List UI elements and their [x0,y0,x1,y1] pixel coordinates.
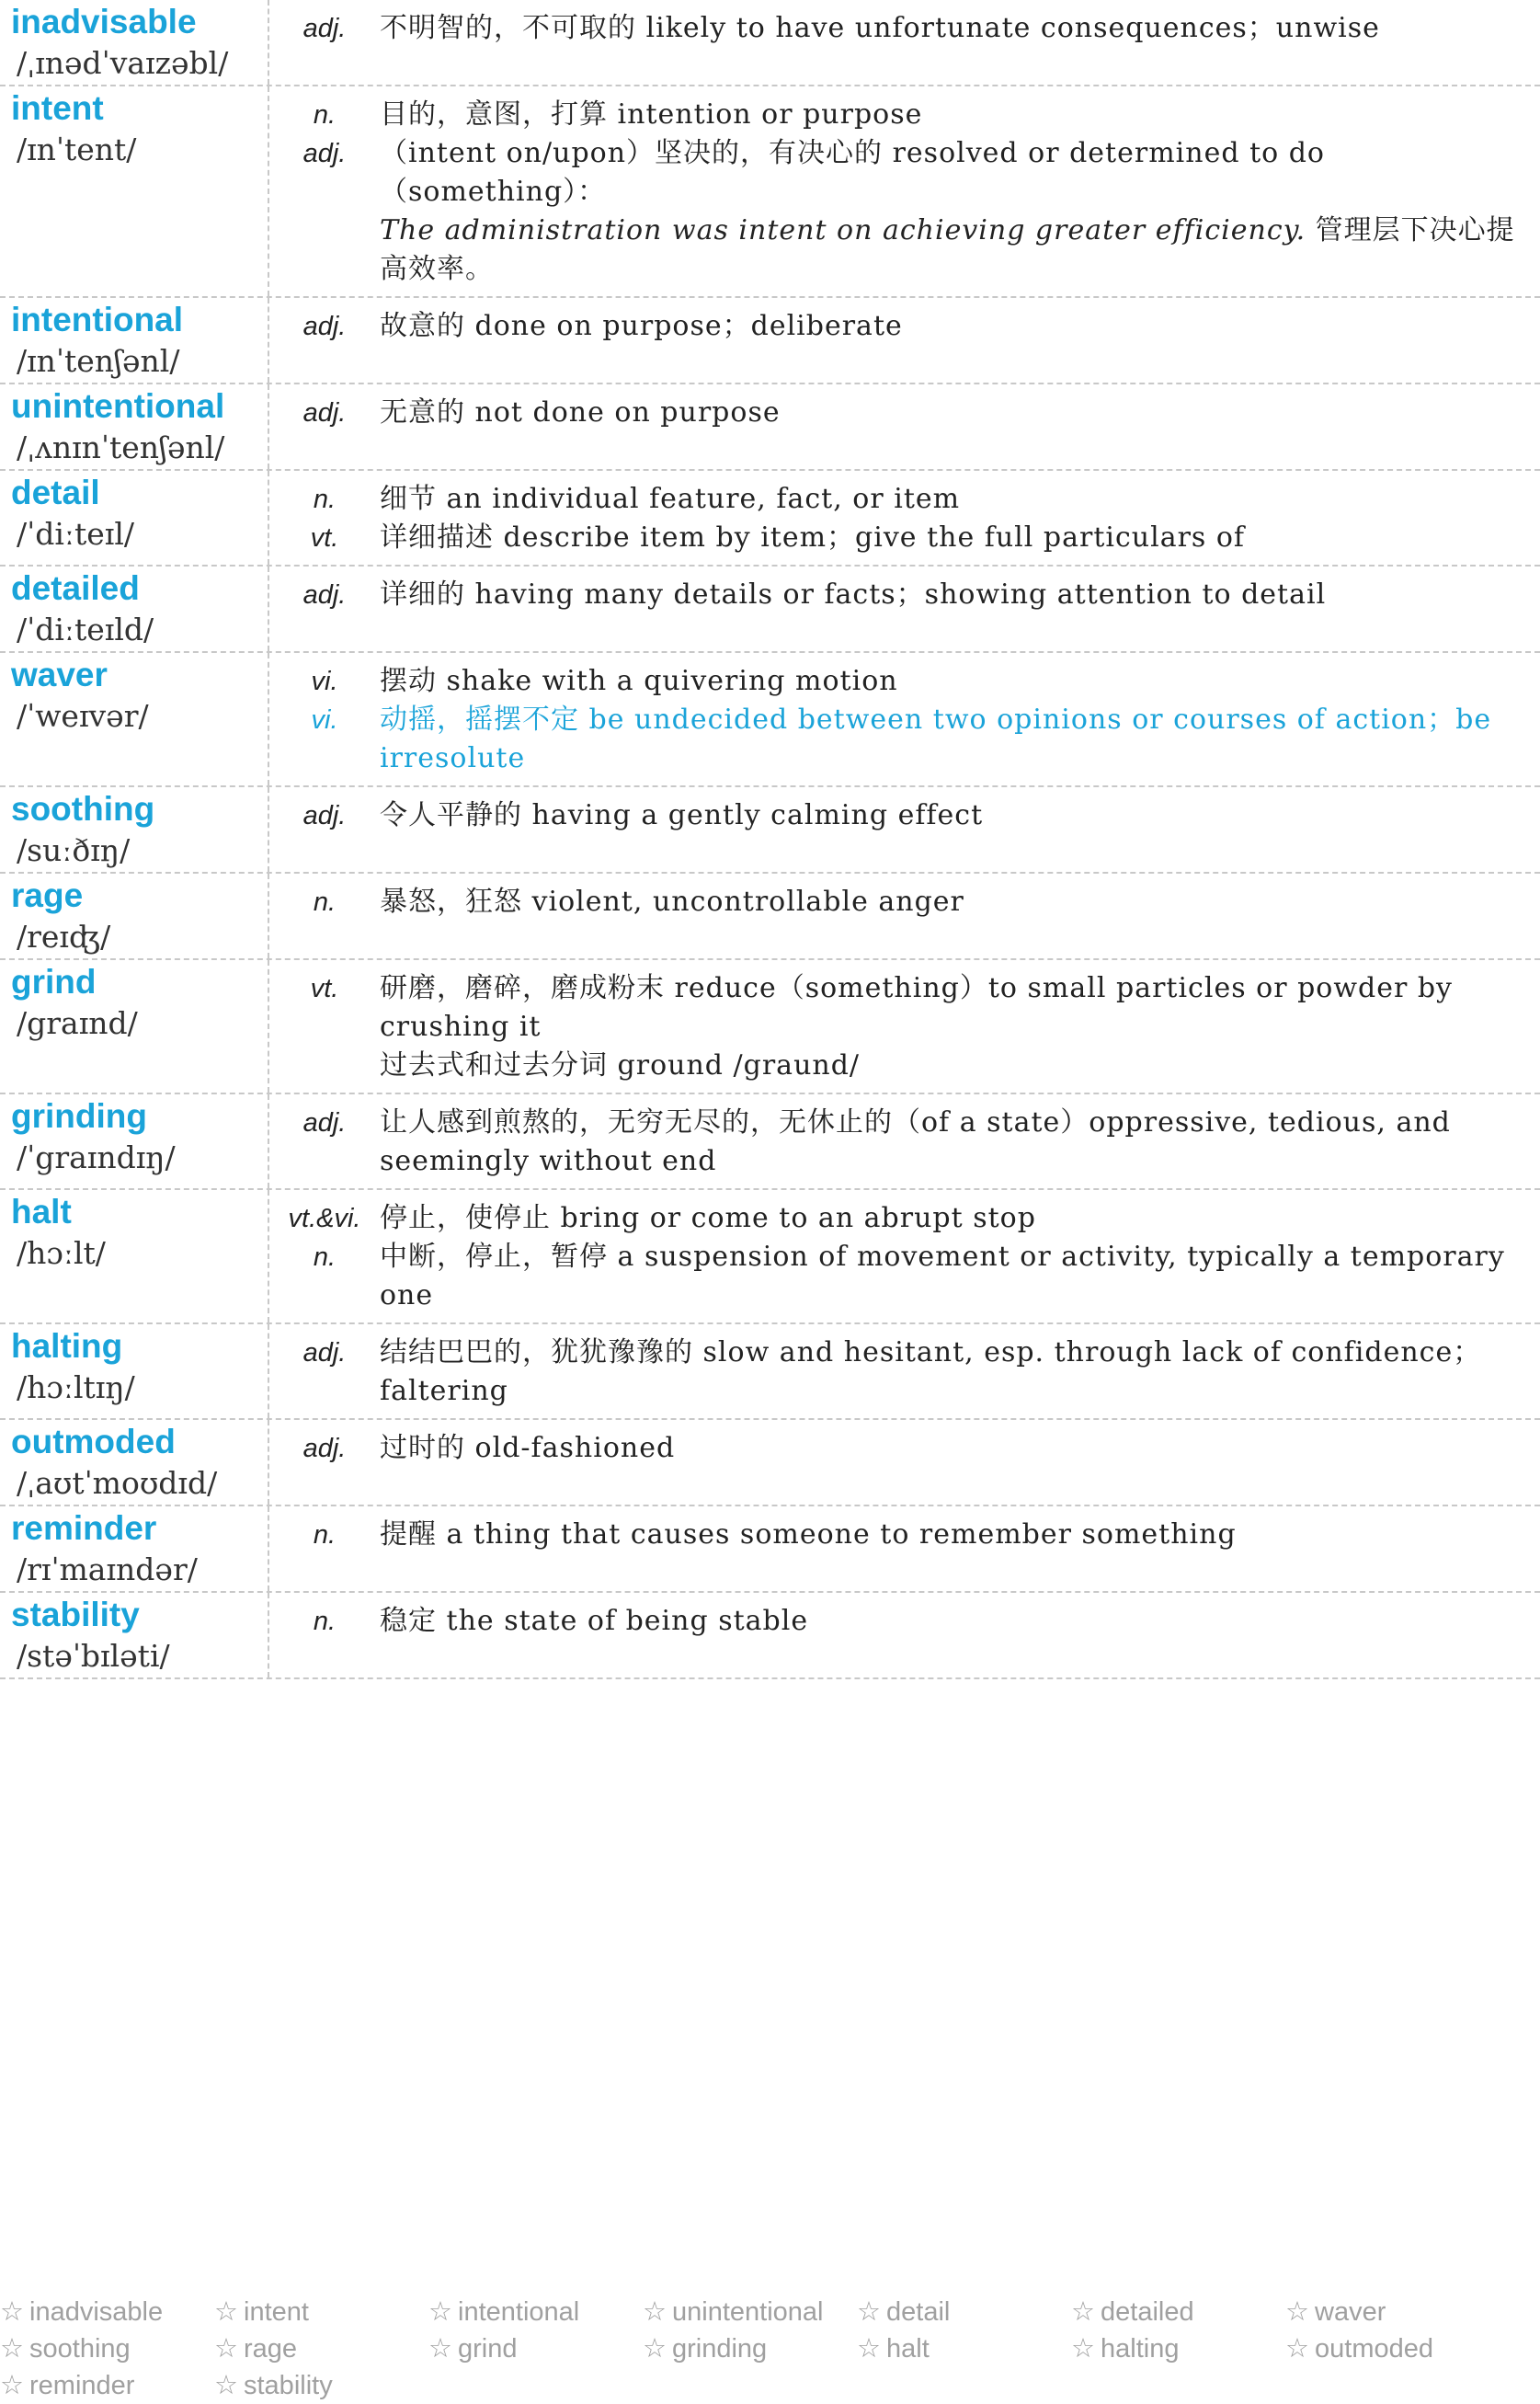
part-of-speech: adj. [302,1434,347,1463]
index-row [0,2294,1540,2330]
part-of-speech: vt. [310,974,339,1003]
part-of-speech: vi. [311,667,338,696]
part-of-speech: adj. [302,14,347,43]
definition-cell [269,1420,1540,1505]
part-of-speech: adj. [302,1338,347,1368]
sense [269,9,1523,48]
index-item [857,2330,1071,2367]
vocab-entry [0,471,1540,567]
index-word: intent [244,2297,309,2327]
index-item [0,2330,214,2367]
index-row [0,2330,1540,2367]
phonetic: /ˌʌnɪnˈtenʃənl/ [17,429,225,465]
definition-text: 细节 an individual feature, fact, or item [380,483,961,515]
definition-text: 中断，停止，暂停 a suspension of movement or activity, typically a temporary one [380,1241,1505,1311]
headword: waver [11,656,108,693]
phonetic: /graɪnd/ [17,1005,138,1041]
headword-cell [0,1324,269,1418]
part-of-speech: n. [313,1607,337,1636]
definition-text: 稳定 the state of being stable [380,1605,809,1637]
phonetic: /ˌaʊtˈmoʊdɪd/ [17,1465,218,1501]
phonetic: /ɪnˈtent/ [17,132,137,167]
definition-text: 令人平静的 having a gently calming effect [380,799,984,831]
part-of-speech: adj. [302,312,347,341]
sense [269,1238,1523,1315]
part-of-speech: vt. [310,523,339,553]
vocab-entry [0,384,1540,471]
vocab-entry [0,298,1540,384]
phonetic: /ˈdiːteɪld/ [17,612,154,647]
phonetic: /rɪˈmaɪndər/ [17,1551,198,1587]
definition-text: 摆动 shake with a quivering motion [380,665,898,697]
phonetic: /ɪnˈtenʃənl/ [17,343,180,379]
star-icon: ☆ [1071,2334,1095,2364]
part-of-speech [269,1047,380,1085]
star-icon: ☆ [0,2297,24,2327]
sense [269,394,1523,432]
definition [380,576,1523,614]
star-icon: ☆ [0,2371,24,2400]
definition-text: 目的，意图，打算 intention or purpose [380,98,923,131]
definition [380,480,1523,519]
headword: intentional [11,301,184,338]
definition [380,394,1523,432]
definition-cell [269,1324,1540,1418]
vocab-entry [0,567,1540,653]
definition-cell [269,471,1540,565]
index-item [643,2330,857,2367]
index-item [1071,2294,1285,2330]
sense [269,1047,1523,1085]
definition-text: 研磨，磨碎，磨成粉末 reduce（something）to small particles or powder by crushing it [380,972,1454,1043]
index-word: stability [244,2371,333,2400]
sense [269,519,1523,557]
definition-cell [269,384,1540,469]
part-of-speech: adj. [302,580,347,610]
index-item [643,2294,857,2330]
headword: unintentional [11,387,225,425]
definition-text: 详细的 having many details or facts；showing attention to detail [380,578,1327,611]
sense [269,576,1523,614]
star-icon: ☆ [214,2297,238,2327]
definition-text: 结结巴巴的，犹犹豫豫的 slow and hesitant, esp. through lack of confidence；faltering [380,1336,1482,1407]
star-icon: ☆ [1285,2334,1309,2364]
star-icon: ☆ [857,2334,881,2364]
index-word: rage [244,2334,298,2364]
headword: halting [11,1327,123,1365]
vocab-entry [0,1324,1540,1420]
definition [380,969,1523,1047]
definition-cell [269,1506,1540,1591]
sense [269,796,1523,835]
definition [380,1047,1523,1085]
sense [269,1199,1523,1238]
headword: reminder [11,1509,157,1547]
definition-cell [269,874,1540,958]
star-icon: ☆ [857,2297,881,2327]
star-icon: ☆ [1071,2297,1095,2327]
vocab-entry [0,1094,1540,1190]
sense [269,1602,1523,1641]
vocab-entry [0,874,1540,960]
phonetic: /suːðɪŋ/ [17,832,131,868]
sense [269,480,1523,519]
star-icon: ☆ [643,2334,667,2364]
part-of-speech: n. [313,100,337,130]
headword: grinding [11,1097,147,1135]
index-word: reminder [29,2371,135,2400]
phonetic: /ˌɪnədˈvaɪzəbl/ [17,45,229,81]
vocab-entry [0,1593,1540,1679]
definition [380,883,1523,922]
definition-text: 无意的 not done on purpose [380,396,781,429]
definition-cell [269,567,1540,651]
definition [380,1238,1523,1315]
sense [269,1516,1523,1554]
star-icon: ☆ [1285,2297,1309,2327]
definition [380,662,1523,701]
vocab-entry [0,86,1540,298]
vocab-entry [0,960,1540,1094]
definition [380,1516,1523,1554]
definition [380,519,1523,557]
headword: soothing [11,790,155,828]
headword-cell [0,1593,269,1677]
part-of-speech: n. [313,1242,337,1272]
phonetic: /stəˈbɪləti/ [17,1638,170,1674]
example-en: The administration was intent on achieving greater efficiency. [380,214,1306,246]
index-item [0,2294,214,2330]
headword-cell [0,1094,269,1188]
index-word: detail [886,2297,951,2327]
definition [380,1602,1523,1641]
definition-cell [269,653,1540,785]
index-word: inadvisable [29,2297,164,2327]
index-word: unintentional [672,2297,824,2327]
definition-cell [269,787,1540,872]
index-word: halt [886,2334,930,2364]
star-icon: ☆ [428,2297,452,2327]
phonetic: /reɪʤ/ [17,919,111,955]
headword-cell [0,874,269,958]
sense [269,883,1523,922]
definition-cell [269,0,1540,85]
phonetic: /ˈweɪvər/ [17,698,149,734]
definition-text: 提醒 a thing that causes someone to remember something [380,1518,1237,1551]
sense [269,662,1523,701]
part-of-speech: n. [313,887,337,917]
vocab-entry [0,787,1540,874]
headword: rage [11,876,84,914]
index-item [0,2367,214,2404]
headword-cell [0,0,269,85]
index-item [1285,2330,1500,2367]
phonetic: /hɔːltɪŋ/ [17,1369,135,1405]
index-word: intentional [458,2297,580,2327]
phonetic: /ˈgraɪndɪŋ/ [17,1139,176,1175]
example-sentence [380,212,1523,289]
part-of-speech: vi. [311,705,338,735]
headword: intent [11,89,104,127]
definition [380,9,1523,48]
index-word: grind [458,2334,518,2364]
headword: detail [11,474,100,511]
headword-cell [0,1506,269,1591]
headword: halt [11,1193,72,1231]
headword-cell [0,86,269,296]
definition [380,134,1523,289]
phonetic: /ˈdiːteɪl/ [17,516,135,552]
sense [269,96,1523,134]
definition [380,701,1523,778]
index-word: soothing [29,2334,131,2364]
part-of-speech: n. [313,1520,337,1550]
definition-text: 停止，使停止 bring or come to an abrupt stop [380,1202,1036,1234]
star-icon: ☆ [428,2334,452,2364]
headword-cell [0,471,269,565]
sense [269,701,1523,778]
definition-text: 让人感到煎熬的，无穷无尽的，无休止的（of a state）oppressive, tedious, and seemingly without end [380,1106,1451,1177]
headword: detailed [11,569,140,607]
definition [380,96,1523,134]
vocab-entry [0,1190,1540,1324]
index-item [214,2294,428,2330]
definition [380,1334,1523,1411]
part-of-speech: adj. [302,398,347,428]
phonetic: /hɔːlt/ [17,1235,106,1271]
headword: outmoded [11,1423,176,1460]
definition-cell [269,1593,1540,1677]
sense [269,1429,1523,1468]
index-word: detailed [1101,2297,1194,2327]
vocab-entry [0,1420,1540,1506]
star-icon: ☆ [0,2334,24,2364]
index-word: grinding [672,2334,768,2364]
definition [380,1429,1523,1468]
sense [269,969,1523,1047]
definition-cell [269,1094,1540,1188]
headword-cell [0,1420,269,1505]
sense [269,1334,1523,1411]
index-item [428,2294,643,2330]
sense [269,134,1523,289]
headword-cell [0,1190,269,1322]
part-of-speech: vt.&vi. [288,1204,361,1233]
headword: stability [11,1596,140,1633]
index-item [428,2330,643,2367]
definition-text: 详细描述 describe item by item；give the full particulars of [380,521,1246,554]
example-zh: 管理层下决心提高效率。 [380,214,1515,285]
index-word: waver [1315,2297,1386,2327]
headword-cell [0,960,269,1093]
definition-cell [269,1190,1540,1322]
headword-cell [0,787,269,872]
headword: grind [11,963,97,1001]
headword-cell [0,653,269,785]
definition-cell [269,960,1540,1093]
index-word: halting [1101,2334,1180,2364]
sense [269,1104,1523,1181]
definition-text: 不明智的，不可取的 likely to have unfortunate consequences；unwise [380,12,1380,44]
definition [380,307,1523,346]
definition-cell [269,86,1540,296]
headword: inadvisable [11,3,197,40]
definition-text: 故意的 done on purpose；deliberate [380,310,903,342]
definition-text: 过时的 old-fashioned [380,1432,676,1464]
star-icon: ☆ [214,2371,238,2400]
index-item [214,2330,428,2367]
part-of-speech: adj. [302,801,347,830]
definition-text: 动摇，摇摆不定 be undecided between two opinions or courses of action；be irresolute [380,704,1492,774]
sense [269,307,1523,346]
word-index [0,2294,1540,2404]
definition [380,796,1523,835]
part-of-speech: n. [313,485,337,514]
headword-cell [0,298,269,383]
index-item [857,2294,1071,2330]
star-icon: ☆ [643,2297,667,2327]
headword-cell [0,567,269,651]
vocab-entry [0,0,1540,86]
star-icon: ☆ [214,2334,238,2364]
index-item [1285,2294,1500,2330]
headword-cell [0,384,269,469]
definition-text: 暴怒，狂怒 violent, uncontrollable anger [380,886,964,918]
index-item [1071,2330,1285,2367]
index-word: outmoded [1315,2334,1433,2364]
part-of-speech: adj. [302,1108,347,1138]
definition-text: （intent on/upon）坚决的，有决心的 resolved or determined to do（something）： [380,137,1325,208]
index-item [214,2367,428,2404]
definition-cell [269,298,1540,383]
definition [380,1104,1523,1181]
vocab-entry [0,653,1540,787]
index-row [0,2367,1540,2404]
definition [380,1199,1523,1238]
part-of-speech: adj. [302,139,347,168]
vocab-entry [0,1506,1540,1593]
definition-text: 过去式和过去分词 ground /graund/ [380,1049,861,1082]
